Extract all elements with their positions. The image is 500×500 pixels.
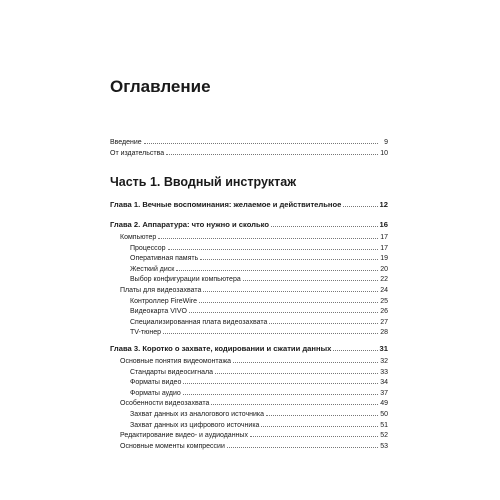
entry-page: 28 <box>380 329 388 337</box>
leader-dots <box>200 252 378 260</box>
entry-page: 33 <box>380 368 388 376</box>
page-title: Оглавление <box>110 77 211 96</box>
toc-subsection[interactable] <box>110 242 388 253</box>
leader-dots <box>250 429 378 437</box>
toc-subsection[interactable] <box>110 376 388 387</box>
toc-section-compression[interactable] <box>110 440 388 451</box>
entry-title: Захват данных из цифрового источника <box>130 421 260 429</box>
part1-list <box>110 197 388 450</box>
toc-chapter-3[interactable] <box>110 341 388 355</box>
entry-page: 37 <box>380 389 388 397</box>
entry-page: 17 <box>380 244 388 252</box>
chapter-page: 31 <box>379 343 388 353</box>
leader-dots <box>176 263 378 271</box>
entry-page: 51 <box>380 421 388 429</box>
entry-page: 27 <box>380 318 388 326</box>
toc-subsection[interactable] <box>110 326 388 337</box>
leader-dots <box>168 242 378 250</box>
entry-page: 50 <box>380 410 388 418</box>
leader-dots <box>343 197 377 207</box>
entry-page: 34 <box>380 379 388 387</box>
toc-entry-intro[interactable] <box>110 136 388 147</box>
toc-section-capture-boards[interactable] <box>110 284 388 295</box>
entry-title: Введение <box>110 139 142 146</box>
entry-page: 10 <box>380 149 388 157</box>
leader-dots <box>144 136 378 144</box>
toc-section-basics[interactable] <box>110 355 388 366</box>
entry-page: 53 <box>380 442 388 450</box>
leader-dots <box>243 273 378 281</box>
leader-dots <box>166 147 378 155</box>
toc-section-editing[interactable] <box>110 429 388 440</box>
entry-title: Особенности видеозахвата <box>120 400 210 408</box>
toc-section-computer[interactable] <box>110 231 388 242</box>
leader-dots <box>183 387 378 395</box>
entry-title: Основные моменты компрессии <box>120 442 225 450</box>
entry-title: TV-тюнер <box>130 329 161 337</box>
leader-dots <box>333 341 377 351</box>
entry-page: 19 <box>380 255 388 263</box>
entry-title: Форматы видео <box>130 379 182 387</box>
entry-page: 25 <box>380 297 388 305</box>
leader-dots <box>189 305 378 313</box>
entry-title: Процессор <box>130 244 166 252</box>
entry-title: Форматы аудио <box>130 389 181 397</box>
leader-dots <box>211 397 378 405</box>
entry-page: 24 <box>380 286 388 294</box>
chapter-title: Глава 3. Коротко о захвате, кодировании и сжатии данных <box>110 343 332 353</box>
leader-dots <box>271 217 378 227</box>
toc-subsection[interactable] <box>110 252 388 263</box>
leader-dots <box>233 355 378 363</box>
chapter-title: Глава 2. Аппаратура: что нужно и сколько <box>110 220 269 229</box>
leader-dots <box>163 326 378 334</box>
leader-dots <box>203 284 378 292</box>
toc-subsection[interactable] <box>110 305 388 316</box>
part-title: Часть 1. Вводный инструктаж <box>110 175 297 189</box>
chapter-page: 16 <box>379 220 388 229</box>
entry-page: 22 <box>380 276 388 284</box>
leader-dots <box>199 295 378 303</box>
leader-dots <box>215 366 378 374</box>
toc-subsection[interactable] <box>110 408 388 419</box>
toc-section-capture[interactable] <box>110 397 388 408</box>
entry-title: Выбор конфигурации компьютера <box>130 276 241 284</box>
entry-page: 32 <box>380 357 388 365</box>
front-matter-list <box>110 136 388 157</box>
toc-subsection[interactable] <box>110 316 388 327</box>
entry-title: Контроллер FireWire <box>130 297 198 305</box>
entry-title: Стандарты видеосигнала <box>130 368 214 376</box>
entry-title: Специализированная плата видеозахвата <box>130 318 268 326</box>
entry-title: Видеокарта VIVO <box>130 308 187 316</box>
toc-subsection[interactable] <box>110 263 388 274</box>
toc-chapter-1[interactable] <box>110 197 388 211</box>
toc-subsection[interactable] <box>110 419 388 430</box>
entry-page: 52 <box>380 432 388 440</box>
entry-title: Платы для видеозахвата <box>120 286 202 294</box>
leader-dots <box>158 231 378 239</box>
toc-subsection[interactable] <box>110 387 388 398</box>
leader-dots <box>266 408 378 416</box>
entry-title: Редактирование видео- и аудиоданных <box>120 432 248 440</box>
entry-page: 17 <box>380 234 388 241</box>
leader-dots <box>261 419 378 427</box>
entry-title: Оперативная память <box>130 255 199 263</box>
entry-title: Жесткий диск <box>130 265 175 273</box>
entry-title: Захват данных из аналогового источника <box>130 410 264 418</box>
entry-page: 9 <box>384 139 388 146</box>
chapter-title: Глава 1. Вечные воспоминания: желаемое и действительное <box>110 200 342 209</box>
toc-subsection[interactable] <box>110 366 388 377</box>
toc-subsection[interactable] <box>110 273 388 284</box>
entry-title: Компьютер <box>120 234 157 241</box>
entry-page: 26 <box>380 308 388 316</box>
entry-title: Основные понятия видеомонтажа <box>120 357 232 365</box>
toc-entry-publisher[interactable] <box>110 147 388 158</box>
leader-dots <box>183 376 378 384</box>
entry-page: 20 <box>380 265 388 273</box>
entry-page: 49 <box>380 400 388 408</box>
leader-dots <box>227 440 378 448</box>
entry-title: От издательства <box>110 149 165 157</box>
toc-chapter-2[interactable] <box>110 217 388 231</box>
chapter-page: 12 <box>379 200 388 209</box>
leader-dots <box>269 316 378 324</box>
toc-subsection[interactable] <box>110 295 388 306</box>
